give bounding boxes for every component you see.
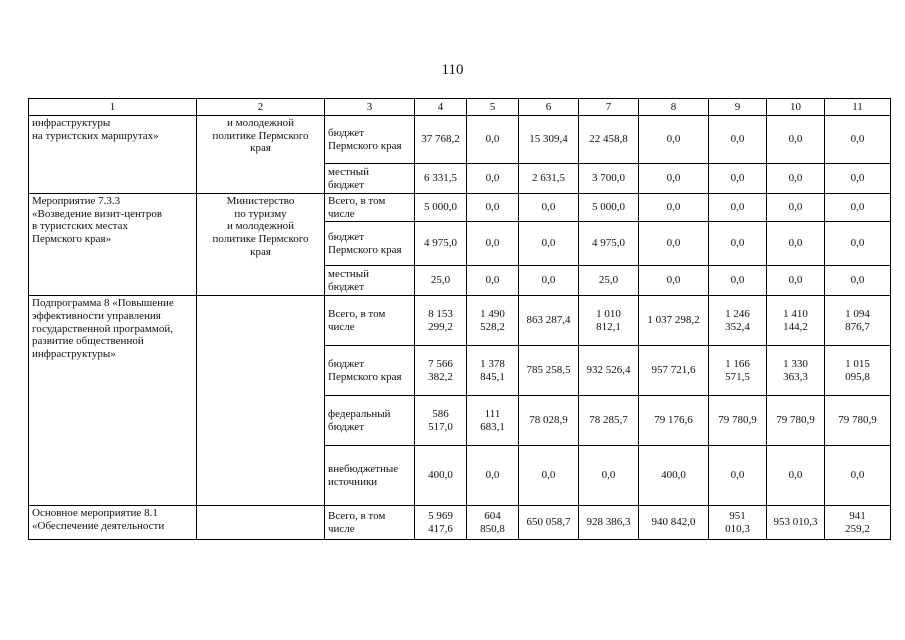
page-number: 110 bbox=[441, 62, 464, 78]
value-cell: 604 850,8 bbox=[467, 506, 519, 540]
col-header: 4 bbox=[415, 99, 467, 116]
value-cell: 78 028,9 bbox=[519, 396, 579, 446]
table-row bbox=[29, 194, 891, 222]
col-header: 2 bbox=[197, 99, 325, 116]
value-cell: 0,0 bbox=[825, 194, 891, 222]
value-cell: 5 969 417,6 bbox=[415, 506, 467, 540]
value-cell: 1 246 352,4 bbox=[709, 296, 767, 346]
col-header: 9 bbox=[709, 99, 767, 116]
executor-cell: и молодежной политике Пермского края bbox=[197, 116, 325, 194]
value-cell: 0,0 bbox=[767, 222, 825, 266]
value-cell: 1 490 528,2 bbox=[467, 296, 519, 346]
value-cell: 0,0 bbox=[767, 446, 825, 506]
value-cell: 79 780,9 bbox=[767, 396, 825, 446]
funding-source-cell: местный бюджет bbox=[325, 164, 415, 194]
value-cell: 0,0 bbox=[767, 266, 825, 296]
value-cell: 0,0 bbox=[825, 222, 891, 266]
col-header: 10 bbox=[767, 99, 825, 116]
value-cell: 0,0 bbox=[767, 164, 825, 194]
value-cell: 928 386,3 bbox=[579, 506, 639, 540]
value-cell: 940 842,0 bbox=[639, 506, 709, 540]
funding-source-cell: бюджет Пермского края bbox=[325, 346, 415, 396]
col-header: 7 bbox=[579, 99, 639, 116]
value-cell: 951 010,3 bbox=[709, 506, 767, 540]
value-cell: 0,0 bbox=[467, 164, 519, 194]
value-cell: 0,0 bbox=[709, 266, 767, 296]
table-row bbox=[29, 116, 891, 164]
value-cell: 25,0 bbox=[415, 266, 467, 296]
value-cell: 0,0 bbox=[467, 116, 519, 164]
value-cell: 0,0 bbox=[709, 194, 767, 222]
funding-source-cell: Всего, в том числе bbox=[325, 506, 415, 540]
value-cell: 0,0 bbox=[579, 446, 639, 506]
value-cell: 0,0 bbox=[467, 222, 519, 266]
value-cell: 1 166 571,5 bbox=[709, 346, 767, 396]
value-cell: 0,0 bbox=[825, 266, 891, 296]
value-cell: 0,0 bbox=[519, 194, 579, 222]
table-row bbox=[29, 506, 891, 540]
value-cell: 957 721,6 bbox=[639, 346, 709, 396]
value-cell: 0,0 bbox=[709, 164, 767, 194]
header-row bbox=[29, 99, 891, 116]
value-cell: 0,0 bbox=[825, 164, 891, 194]
funding-source-cell: Всего, в том числе bbox=[325, 194, 415, 222]
value-cell: 785 258,5 bbox=[519, 346, 579, 396]
col-header: 5 bbox=[467, 99, 519, 116]
value-cell: 79 176,6 bbox=[639, 396, 709, 446]
col-header: 3 bbox=[325, 99, 415, 116]
executor-cell bbox=[197, 296, 325, 506]
value-cell: 78 285,7 bbox=[579, 396, 639, 446]
col-header: 6 bbox=[519, 99, 579, 116]
value-cell: 1 010 812,1 bbox=[579, 296, 639, 346]
value-cell: 0,0 bbox=[767, 194, 825, 222]
value-cell: 5 000,0 bbox=[579, 194, 639, 222]
value-cell: 79 780,9 bbox=[825, 396, 891, 446]
value-cell: 8 153 299,2 bbox=[415, 296, 467, 346]
program-name-cell: инфраструктуры на туристских маршрутах» bbox=[29, 116, 197, 194]
value-cell: 0,0 bbox=[519, 222, 579, 266]
program-name-cell: Подпрограмма 8 «Повышение эффективности управления государственной программой, развитие общественной инфраструктуры» bbox=[29, 296, 197, 506]
value-cell: 0,0 bbox=[767, 116, 825, 164]
value-cell: 941 259,2 bbox=[825, 506, 891, 540]
value-cell: 0,0 bbox=[709, 222, 767, 266]
value-cell: 650 058,7 bbox=[519, 506, 579, 540]
value-cell: 1 378 845,1 bbox=[467, 346, 519, 396]
value-cell: 0,0 bbox=[467, 266, 519, 296]
funding-source-cell: Всего, в том числе bbox=[325, 296, 415, 346]
table-row bbox=[29, 296, 891, 346]
value-cell: 0,0 bbox=[639, 116, 709, 164]
value-cell: 400,0 bbox=[639, 446, 709, 506]
value-cell: 5 000,0 bbox=[415, 194, 467, 222]
col-header: 1 bbox=[29, 99, 197, 116]
col-header: 11 bbox=[825, 99, 891, 116]
executor-cell: Министерство по туризму и молодежной политике Пермского края bbox=[197, 194, 325, 296]
value-cell: 0,0 bbox=[825, 116, 891, 164]
value-cell: 25,0 bbox=[579, 266, 639, 296]
value-cell: 3 700,0 bbox=[579, 164, 639, 194]
value-cell: 586 517,0 bbox=[415, 396, 467, 446]
value-cell: 0,0 bbox=[825, 446, 891, 506]
value-cell: 0,0 bbox=[639, 194, 709, 222]
funding-source-cell: местный бюджет bbox=[325, 266, 415, 296]
value-cell: 1 015 095,8 bbox=[825, 346, 891, 396]
table-body bbox=[29, 116, 891, 540]
value-cell: 4 975,0 bbox=[579, 222, 639, 266]
executor-cell bbox=[197, 506, 325, 540]
value-cell: 1 037 298,2 bbox=[639, 296, 709, 346]
value-cell: 1 094 876,7 bbox=[825, 296, 891, 346]
value-cell: 863 287,4 bbox=[519, 296, 579, 346]
value-cell: 0,0 bbox=[639, 164, 709, 194]
value-cell: 2 631,5 bbox=[519, 164, 579, 194]
value-cell: 932 526,4 bbox=[579, 346, 639, 396]
funding-source-cell: бюджет Пермского края bbox=[325, 116, 415, 164]
value-cell: 111 683,1 bbox=[467, 396, 519, 446]
budget-table bbox=[28, 98, 891, 540]
value-cell: 7 566 382,2 bbox=[415, 346, 467, 396]
value-cell: 0,0 bbox=[639, 222, 709, 266]
col-header: 8 bbox=[639, 99, 709, 116]
value-cell: 15 309,4 bbox=[519, 116, 579, 164]
value-cell: 0,0 bbox=[709, 446, 767, 506]
program-name-cell: Мероприятие 7.3.3 «Возведение визит-центров в туристских местах Пермского края» bbox=[29, 194, 197, 296]
value-cell: 1 410 144,2 bbox=[767, 296, 825, 346]
value-cell: 4 975,0 bbox=[415, 222, 467, 266]
funding-source-cell: федеральный бюджет bbox=[325, 396, 415, 446]
value-cell: 953 010,3 bbox=[767, 506, 825, 540]
value-cell: 0,0 bbox=[519, 266, 579, 296]
value-cell: 400,0 bbox=[415, 446, 467, 506]
value-cell: 0,0 bbox=[639, 266, 709, 296]
value-cell: 22 458,8 bbox=[579, 116, 639, 164]
value-cell: 37 768,2 bbox=[415, 116, 467, 164]
value-cell: 79 780,9 bbox=[709, 396, 767, 446]
value-cell: 1 330 363,3 bbox=[767, 346, 825, 396]
value-cell: 0,0 bbox=[467, 194, 519, 222]
funding-source-cell: внебюджетные источники bbox=[325, 446, 415, 506]
value-cell: 0,0 bbox=[467, 446, 519, 506]
value-cell: 0,0 bbox=[519, 446, 579, 506]
value-cell: 6 331,5 bbox=[415, 164, 467, 194]
value-cell: 0,0 bbox=[709, 116, 767, 164]
program-name-cell: Основное мероприятие 8.1 «Обеспечение деятельности bbox=[29, 506, 197, 540]
funding-source-cell: бюджет Пермского края bbox=[325, 222, 415, 266]
